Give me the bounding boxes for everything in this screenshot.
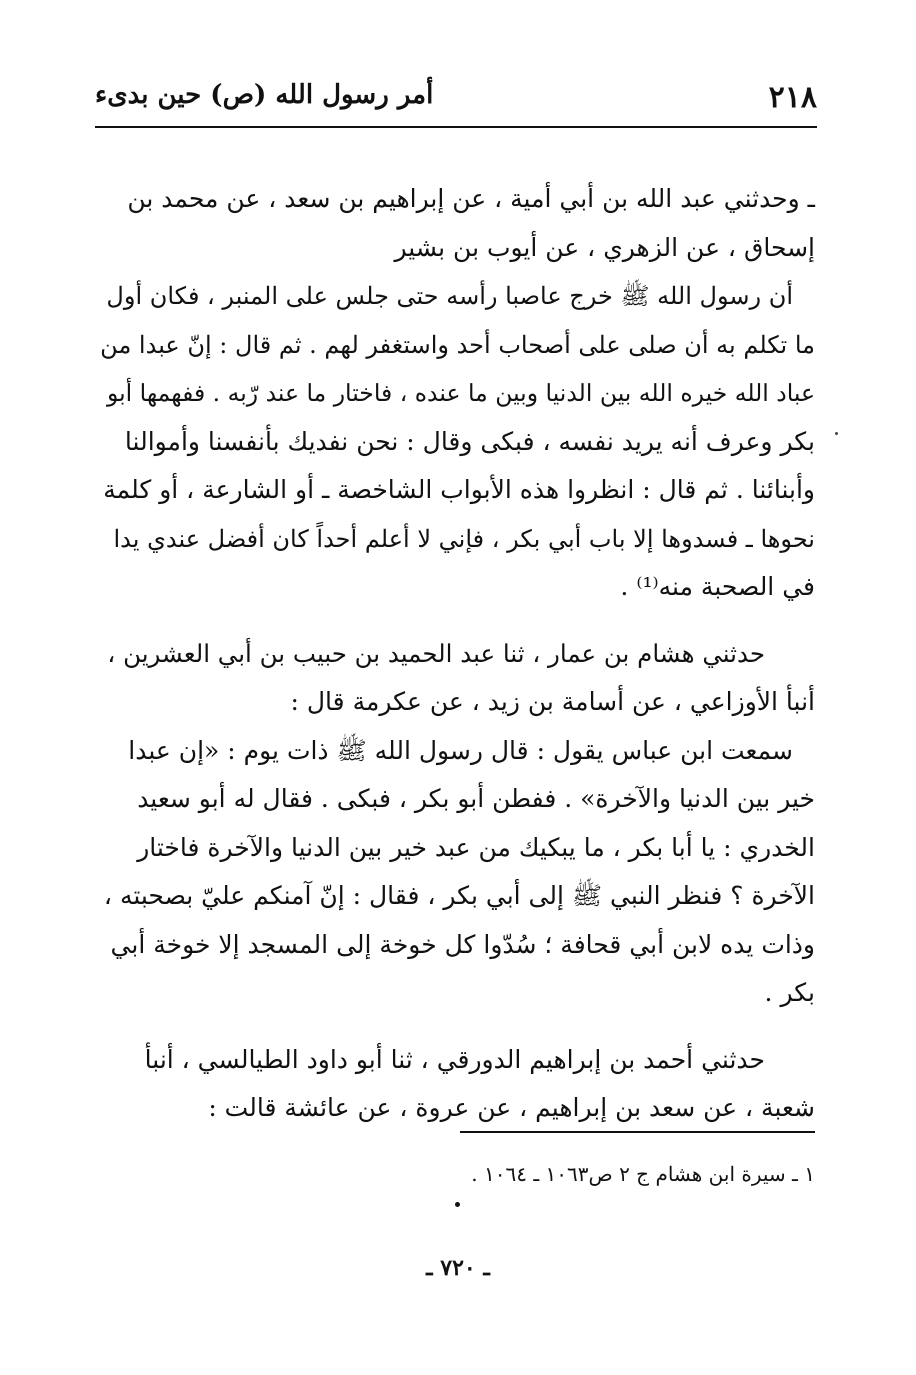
header-rule: [95, 126, 817, 128]
page-header: [95, 78, 817, 122]
paragraph-2: [100, 272, 815, 612]
text-line: الآخرة ؟ فنظر النبي ﷺ إلى أبي بكر ، فقال : إنّ آمنكم عليّ بصحبته ،: [103, 881, 815, 910]
text-line: أنبأ الأوزاعي ، عن أسامة بن زيد ، عن عكرمة قال :: [290, 687, 815, 716]
text-line: بكر وعرف أنه يريد نفسه ، فبكى وقال : نحن نفديك بأنفسنا وأموالنا: [124, 426, 815, 456]
page-number: ٢١٨: [768, 80, 817, 115]
text-line: حدثني هشام بن عمار ، ثنا عبد الحميد بن حبيب بن أبي العشرين ،: [107, 638, 765, 668]
paragraph-1: [100, 175, 815, 272]
text-line: بكر .: [764, 978, 815, 1007]
text-line: نحوها ـ فسدوها إلا باب أبي بكر ، فإني لا أعلم أحداً كان أفضل عندي يدا: [113, 524, 815, 553]
text-line: أن رسول الله ﷺ خرج عاصبا رأسه حتى جلس على المنبر ، فكان أول: [106, 282, 793, 310]
paragraph-4: [100, 727, 815, 1018]
running-title: أمر رسول الله (ص) حين بدىء: [95, 80, 434, 110]
ink-dot: [455, 1202, 460, 1207]
text-line: وذات يده لابن أبي قحافة ؛ سُدّوا كل خوخة إلى المسجد إلا خوخة أبي: [110, 929, 815, 959]
ink-speck: [835, 432, 838, 435]
text-line: سمعت ابن عباس يقول : قال رسول الله ﷺ ذات يوم : «إن عبدا: [128, 735, 793, 765]
paragraph-5: [100, 1036, 815, 1133]
body-text: [100, 175, 815, 1133]
text-line: الخدري : يا أبا بكر ، ما يبكيك من عبد خير بين الدنيا والآخرة فاختار: [137, 832, 815, 862]
text-line: وأبنائنا . ثم قال : انظروا هذه الأبواب الشاخصة ـ أو الشارعة ، أو كلمة: [103, 475, 815, 504]
footnote: ١ ـ سيرة ابن هشام ج ٢ ص١٠٦٣ ـ ١٠٦٤ .: [471, 1162, 815, 1186]
text-line: في الصحبة منه⁽¹⁾ .: [620, 572, 815, 601]
paragraph-3: [100, 630, 815, 727]
bottom-page-number: ـ ٧٢٠ ـ: [426, 1255, 490, 1281]
text-line: عباد الله خيره الله بين الدنيا وبين ما عنده ، فاختار ما عند رّبه . ففهمها أبو: [106, 379, 815, 407]
text-line: شعبة ، عن سعد بن إبراهيم ، عن عروة ، عن عائشة قالت :: [208, 1093, 815, 1122]
text-line: خير بين الدنيا والآخرة» . ففطن أبو بكر ، فبكى . فقال له أبو سعيد: [137, 784, 815, 813]
footnote-rule: [460, 1131, 815, 1133]
text-line: حدثني أحمد بن إبراهيم الدورقي ، ثنا أبو داود الطيالسي ، أنبأ: [144, 1044, 765, 1074]
text-line: ما تكلم به أن صلى على أصحاب أحد واستغفر لهم . ثم قال : إنّ عبدا من: [100, 330, 815, 359]
text-line: ـ وحدثني عبد الله بن أبي أمية ، عن إبراهيم بن سعد ، عن محمد بن: [127, 184, 815, 213]
text-line: إسحاق ، عن الزهري ، عن أيوب بن بشير: [394, 232, 815, 262]
